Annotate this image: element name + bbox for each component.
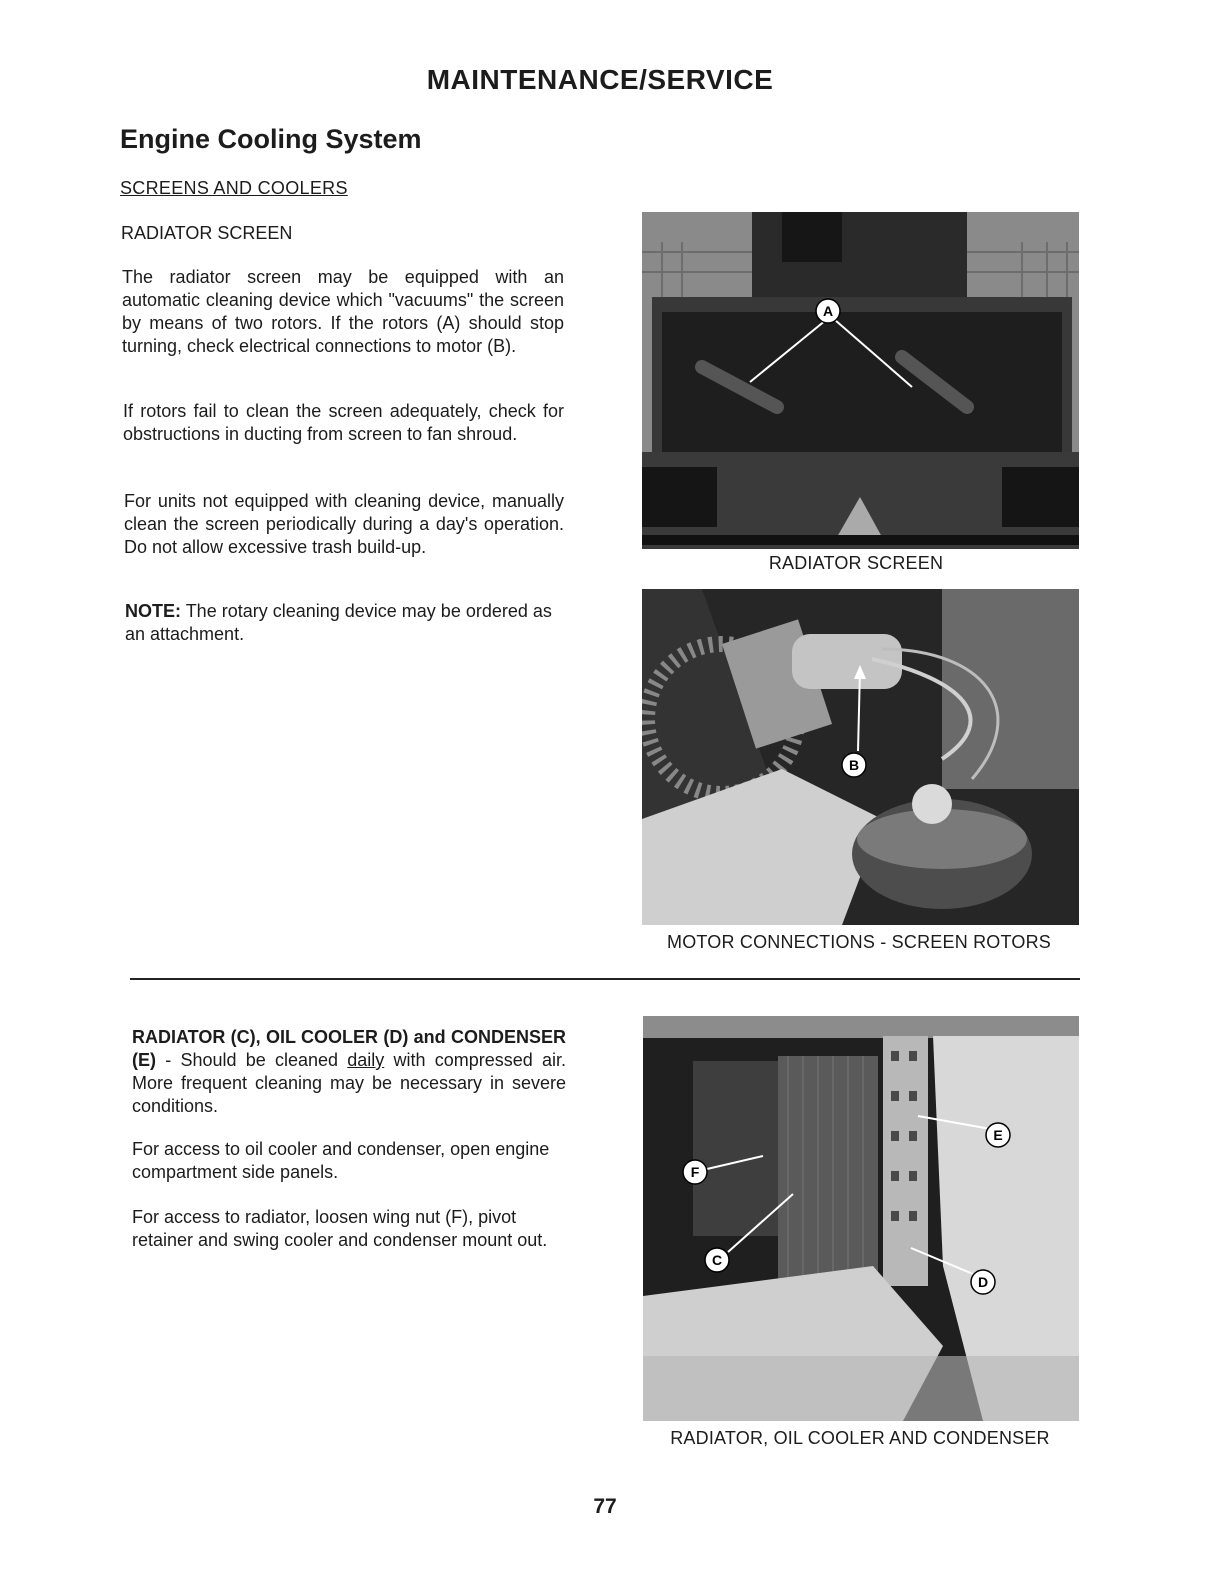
section-title: Engine Cooling System bbox=[120, 124, 422, 154]
subsection-heading: SCREENS AND COOLERS bbox=[120, 178, 348, 198]
caption-radiator-screen: RADIATOR SCREEN bbox=[768, 553, 944, 573]
radiator-oil-cooler-photo bbox=[643, 1016, 1079, 1421]
note-text: The rotary cleaning device may be ordered as an attachment. bbox=[125, 601, 552, 644]
motor-connections-illustration bbox=[642, 589, 1079, 925]
paragraph-clean-daily bbox=[132, 1026, 566, 1118]
radiator-oil-cooler-illustration bbox=[643, 1016, 1079, 1421]
paragraph-manual-clean: For units not equipped with cleaning device, manually clean the screen periodically during a day's operation. Do not allow excessive trash build-up. bbox=[124, 491, 564, 557]
motor-connections-photo bbox=[642, 589, 1079, 925]
callout-d: D bbox=[977, 1274, 989, 1290]
callout-a: A bbox=[822, 303, 834, 319]
clean-text-a: - Should be cleaned bbox=[156, 1050, 348, 1070]
callout-b: B bbox=[848, 757, 860, 773]
clean-text-b: with compressed air. More frequent cleaning may be necessary in severe conditions. bbox=[132, 1050, 566, 1116]
caption-radiator-oil-cooler: RADIATOR, OIL COOLER AND CONDENSER bbox=[670, 1428, 1050, 1448]
item-heading: RADIATOR SCREEN bbox=[121, 223, 293, 243]
paragraph-rotors: The radiator screen may be equipped with an automatic cleaning device which "vacuums" the screen by means of two rotors. If the rotors (A) should stop turning, check electrical connections to motor (B). bbox=[122, 267, 564, 356]
daily-emphasis: daily bbox=[347, 1050, 385, 1070]
caption-motor-connections: MOTOR CONNECTIONS - SCREEN ROTORS bbox=[667, 932, 1051, 952]
callout-c: C bbox=[711, 1252, 723, 1268]
note-paragraph bbox=[125, 600, 565, 646]
page-title: MAINTENANCE/SERVICE bbox=[426, 64, 774, 95]
radiator-screen-illustration bbox=[642, 212, 1079, 549]
page-number: 77 bbox=[593, 1495, 617, 1518]
callout-e: E bbox=[993, 1127, 1003, 1143]
note-label: NOTE: bbox=[125, 601, 181, 621]
radiator-screen-photo bbox=[642, 212, 1079, 549]
paragraph-access-radiator: For access to radiator, loosen wing nut (F), pivot retainer and swing cooler and condenser mount out. bbox=[132, 1207, 548, 1250]
callout-f: F bbox=[690, 1164, 700, 1180]
component-list: RADIATOR (C), OIL COOLER (D) and CONDENSER (E) bbox=[132, 1027, 566, 1070]
paragraph-obstructions: If rotors fail to clean the screen adequately, check for obstructions in ducting from screen to fan shroud. bbox=[123, 401, 564, 444]
paragraph-access-oil-cooler: For access to oil cooler and condenser, open engine compartment side panels. bbox=[132, 1139, 550, 1182]
section-divider bbox=[130, 978, 1080, 980]
